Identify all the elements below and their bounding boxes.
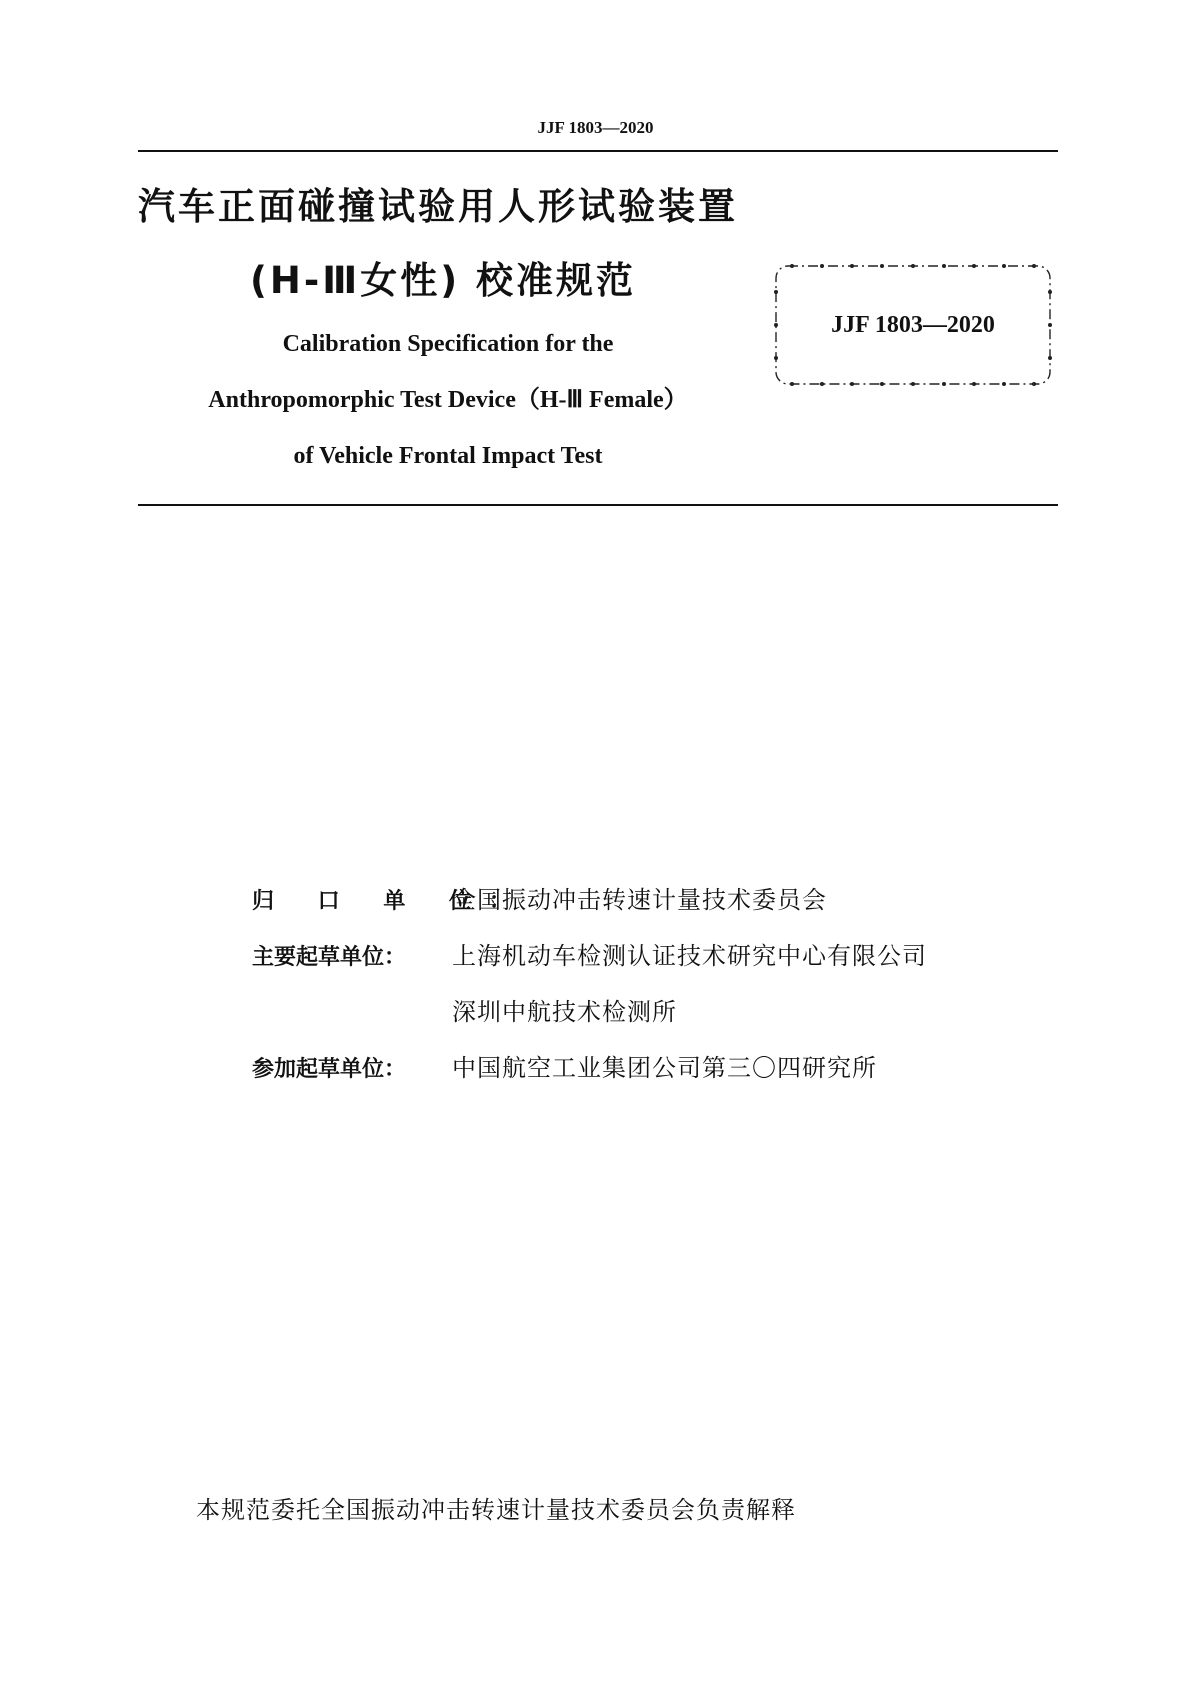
info-row-responsible bbox=[252, 882, 827, 918]
code-box-text: JJF 1803—2020 bbox=[831, 312, 995, 338]
info-row-main-drafter-2 bbox=[252, 994, 677, 1030]
info-label-responsible: 归 口 单 位： bbox=[252, 889, 529, 914]
info-label-participant: 参加起草单位： bbox=[252, 1057, 407, 1082]
title-cn-line2: (H-Ⅲ女性) 校准规范 bbox=[250, 259, 637, 302]
info-row-participant bbox=[252, 1050, 877, 1086]
info-row-main-drafter bbox=[252, 938, 927, 974]
title-rule bbox=[138, 504, 1058, 506]
title-cn-line1: 汽车正面碰撞试验用人形试验装置 bbox=[138, 185, 738, 228]
info-value-participant: 中国航空工业集团公司第三〇四研究所 bbox=[452, 1054, 877, 1082]
info-value-responsible: 全国振动冲击转速计量技术委员会 bbox=[452, 886, 827, 914]
header-code: JJF 1803—2020 bbox=[537, 118, 654, 137]
header-rule bbox=[138, 150, 1058, 152]
footer-note: 本规范委托全国振动冲击转速计量技术委员会负责解释 bbox=[196, 1496, 796, 1524]
title-en-line1: Calibration Specification for the bbox=[282, 331, 614, 357]
title-en-line3: of Vehicle Frontal Impact Test bbox=[293, 443, 603, 469]
info-value-main-drafter-2: 深圳中航技术检测所 bbox=[452, 998, 677, 1026]
title-en-line2: Anthropomorphic Test Device（H-Ⅲ Female） bbox=[208, 387, 688, 413]
info-label-main-drafter: 主要起草单位： bbox=[252, 945, 407, 970]
info-value-main-drafter: 上海机动车检测认证技术研究中心有限公司 bbox=[452, 942, 927, 970]
